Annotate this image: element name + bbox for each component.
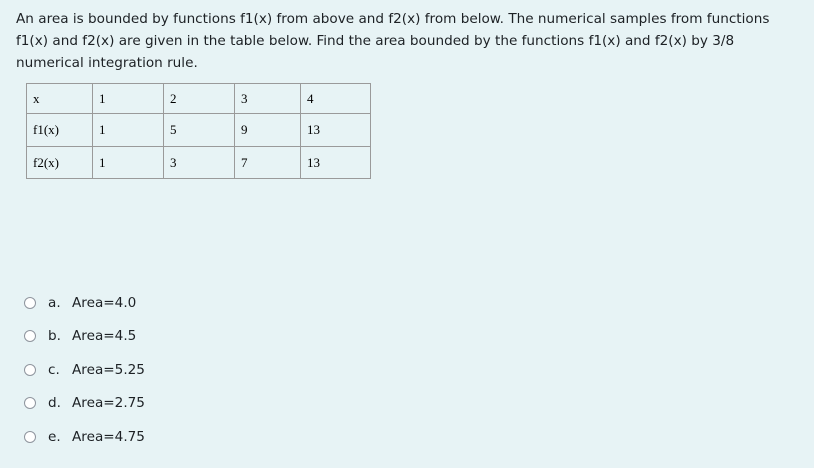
table-cell: 5 [164,114,235,147]
table-cell: 3 [235,84,301,114]
option-c[interactable] [24,353,145,387]
table-cell: 1 [93,84,164,114]
table-cell: 1 [93,114,164,147]
table-cell: f2(x) [27,147,93,179]
radio-button[interactable] [24,397,36,409]
table-cell: 4 [301,84,371,114]
table-cell: 2 [164,84,235,114]
option-label[interactable]: Area=4.5 [72,328,137,345]
table-cell: x [27,84,93,114]
option-letter: d. [48,395,61,412]
table-cell: 3 [164,147,235,179]
option-label[interactable]: Area=4.75 [72,428,145,445]
answer-options [24,286,145,454]
table-cell: 13 [301,147,371,179]
table-row-x [27,84,371,114]
radio-button[interactable] [24,330,36,342]
option-d[interactable] [24,387,145,421]
option-letter: e. [48,428,61,445]
radio-button[interactable] [24,431,36,443]
option-label[interactable]: Area=5.25 [72,361,145,378]
table-cell: 9 [235,114,301,147]
option-e[interactable] [24,420,145,454]
option-a[interactable] [24,286,145,320]
table-row-f2 [27,147,371,179]
question-text: An area is bounded by functions f1(x) from above and f2(x) from below. The numerical samples from functions f1(x) and f2(x) are given in the table below. Find the area bounded by the functions f1(x) and f2(x) by 3/8 numerical integration rule. [16,11,770,71]
table-cell: f1(x) [27,114,93,147]
data-table [26,83,371,179]
option-letter: a. [48,294,61,311]
table-cell: 7 [235,147,301,179]
option-letter: c. [48,361,60,378]
table-cell: 13 [301,114,371,147]
radio-button[interactable] [24,364,36,376]
option-label[interactable]: Area=2.75 [72,395,145,412]
option-label[interactable]: Area=4.0 [72,294,137,311]
table-row-f1 [27,114,371,147]
table-cell: 1 [93,147,164,179]
radio-button[interactable] [24,297,36,309]
option-letter: b. [48,328,61,345]
option-b[interactable] [24,320,145,354]
